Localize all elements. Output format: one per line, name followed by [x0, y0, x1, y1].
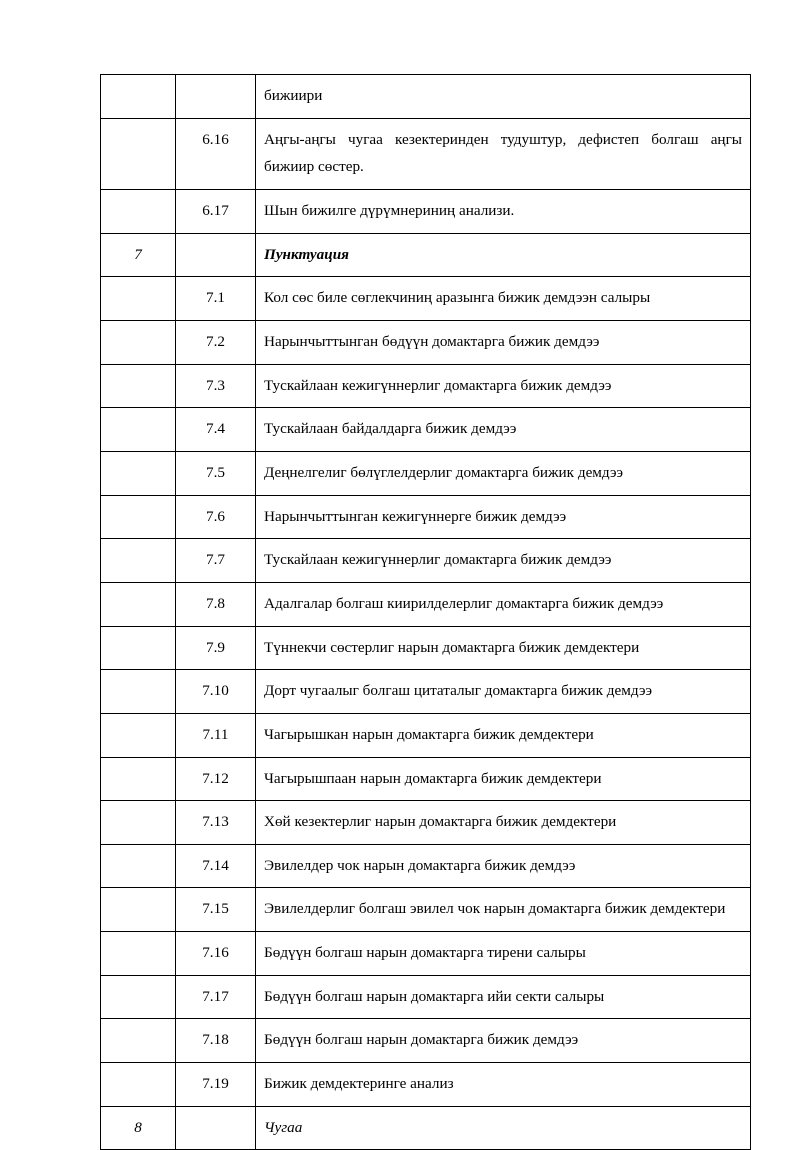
section-number-cell	[101, 932, 176, 976]
item-title-cell: Тускайлаан байдалдарга бижик демдээ	[256, 408, 751, 452]
table-row	[101, 1063, 751, 1107]
section-number-cell	[101, 364, 176, 408]
item-title-cell: Чагырышпаан нарын домактарга бижик демдектери	[256, 757, 751, 801]
item-number-cell: 7.6	[176, 495, 256, 539]
item-number-cell: 7.3	[176, 364, 256, 408]
item-number-cell: 7.11	[176, 713, 256, 757]
item-title-cell: Пунктуация	[256, 233, 751, 277]
section-number-cell	[101, 1019, 176, 1063]
item-title-cell: бижиири	[256, 75, 751, 119]
section-number-cell	[101, 757, 176, 801]
item-number-cell: 7.16	[176, 932, 256, 976]
item-title-cell: Деңнелгелиг бөлүглелдерлиг домактарга бижик демдээ	[256, 451, 751, 495]
item-number-cell: 7.7	[176, 539, 256, 583]
section-number-cell	[101, 975, 176, 1019]
item-number-cell: 7.13	[176, 801, 256, 845]
item-number-cell: 7.4	[176, 408, 256, 452]
curriculum-table	[100, 74, 751, 1150]
table-row	[101, 757, 751, 801]
table-row	[101, 364, 751, 408]
section-number-cell	[101, 189, 176, 233]
section-number-cell	[101, 1063, 176, 1107]
item-title-cell: Адалгалар болгаш киирилделерлиг домактарга бижик демдээ	[256, 582, 751, 626]
table-row	[101, 118, 751, 189]
table-row	[101, 451, 751, 495]
table-row	[101, 320, 751, 364]
item-number-cell	[176, 75, 256, 119]
table-row	[101, 801, 751, 845]
item-title-cell: Тускайлаан кежигүннерлиг домактарга бижик демдээ	[256, 539, 751, 583]
item-number-cell: 7.12	[176, 757, 256, 801]
item-title-cell: Дорт чугаалыг болгаш цитаталыг домактарга бижик демдээ	[256, 670, 751, 714]
section-number-cell	[101, 670, 176, 714]
table-row	[101, 233, 751, 277]
item-title-cell: Эвилелдер чок нарын домактарга бижик демдээ	[256, 844, 751, 888]
section-number-cell	[101, 277, 176, 321]
table-row	[101, 582, 751, 626]
section-number-cell	[101, 539, 176, 583]
item-title-cell: Тускайлаан кежигүннерлиг домактарга бижик демдээ	[256, 364, 751, 408]
table-row	[101, 975, 751, 1019]
table-row	[101, 1019, 751, 1063]
section-number-cell	[101, 801, 176, 845]
table-row	[101, 189, 751, 233]
item-number-cell	[176, 1106, 256, 1150]
section-number-cell	[101, 118, 176, 189]
item-number-cell: 6.17	[176, 189, 256, 233]
item-number-cell: 7.8	[176, 582, 256, 626]
item-number-cell: 7.2	[176, 320, 256, 364]
table-row	[101, 932, 751, 976]
section-number-cell	[101, 75, 176, 119]
table-row	[101, 75, 751, 119]
item-title-cell: Чагырышкан нарын домактарга бижик демдектери	[256, 713, 751, 757]
item-title-cell: Бөдүүн болгаш нарын домактарга ийи секти салыры	[256, 975, 751, 1019]
table-body	[101, 75, 751, 1150]
item-title-cell: Нарынчыттынган кежигүннерге бижик демдээ	[256, 495, 751, 539]
item-title-cell: Аңгы-аңгы чугаа кезектеринден тудуштур, дефистеп болгаш аңгы бижиир сөстер.	[256, 118, 751, 189]
item-number-cell: 7.15	[176, 888, 256, 932]
section-number-cell	[101, 495, 176, 539]
table-row	[101, 408, 751, 452]
item-title-cell: Чугаа	[256, 1106, 751, 1150]
item-number-cell: 7.14	[176, 844, 256, 888]
item-number-cell: 7.1	[176, 277, 256, 321]
item-title-cell: Шын бижилге дүрүмнериниң анализи.	[256, 189, 751, 233]
section-number-cell	[101, 451, 176, 495]
section-number-cell	[101, 888, 176, 932]
table-row	[101, 670, 751, 714]
item-number-cell: 6.16	[176, 118, 256, 189]
table-row	[101, 713, 751, 757]
item-number-cell: 7.10	[176, 670, 256, 714]
table-row	[101, 626, 751, 670]
table-row	[101, 888, 751, 932]
item-number-cell: 7.18	[176, 1019, 256, 1063]
item-title-cell: Нарынчыттынган бөдүүн домактарга бижик демдээ	[256, 320, 751, 364]
table-row	[101, 1106, 751, 1150]
item-number-cell	[176, 233, 256, 277]
section-number-cell	[101, 626, 176, 670]
table-row	[101, 539, 751, 583]
item-title-cell: Бөдүүн болгаш нарын домактарга тирени салыры	[256, 932, 751, 976]
section-number-cell	[101, 320, 176, 364]
table-row	[101, 277, 751, 321]
item-number-cell: 7.19	[176, 1063, 256, 1107]
section-number-cell: 8	[101, 1106, 176, 1150]
section-number-cell	[101, 713, 176, 757]
item-title-cell: Түннекчи сөстерлиг нарын домактарга бижик демдектери	[256, 626, 751, 670]
item-number-cell: 7.5	[176, 451, 256, 495]
table-row	[101, 844, 751, 888]
item-title-cell: Хөй кезектерлиг нарын домактарга бижик демдектери	[256, 801, 751, 845]
section-number-cell	[101, 408, 176, 452]
section-number-cell	[101, 582, 176, 626]
item-title-cell: Бөдүүн болгаш нарын домактарга бижик демдээ	[256, 1019, 751, 1063]
section-number-cell: 7	[101, 233, 176, 277]
item-title-cell: Бижик демдектеринге анализ	[256, 1063, 751, 1107]
item-number-cell: 7.9	[176, 626, 256, 670]
table-row	[101, 495, 751, 539]
item-number-cell: 7.17	[176, 975, 256, 1019]
section-number-cell	[101, 844, 176, 888]
item-title-cell: Эвилелдерлиг болгаш эвилел чок нарын домактарга бижик демдектери	[256, 888, 751, 932]
item-title-cell: Кол сөс биле сөглекчиниң аразынга бижик демдээн салыры	[256, 277, 751, 321]
